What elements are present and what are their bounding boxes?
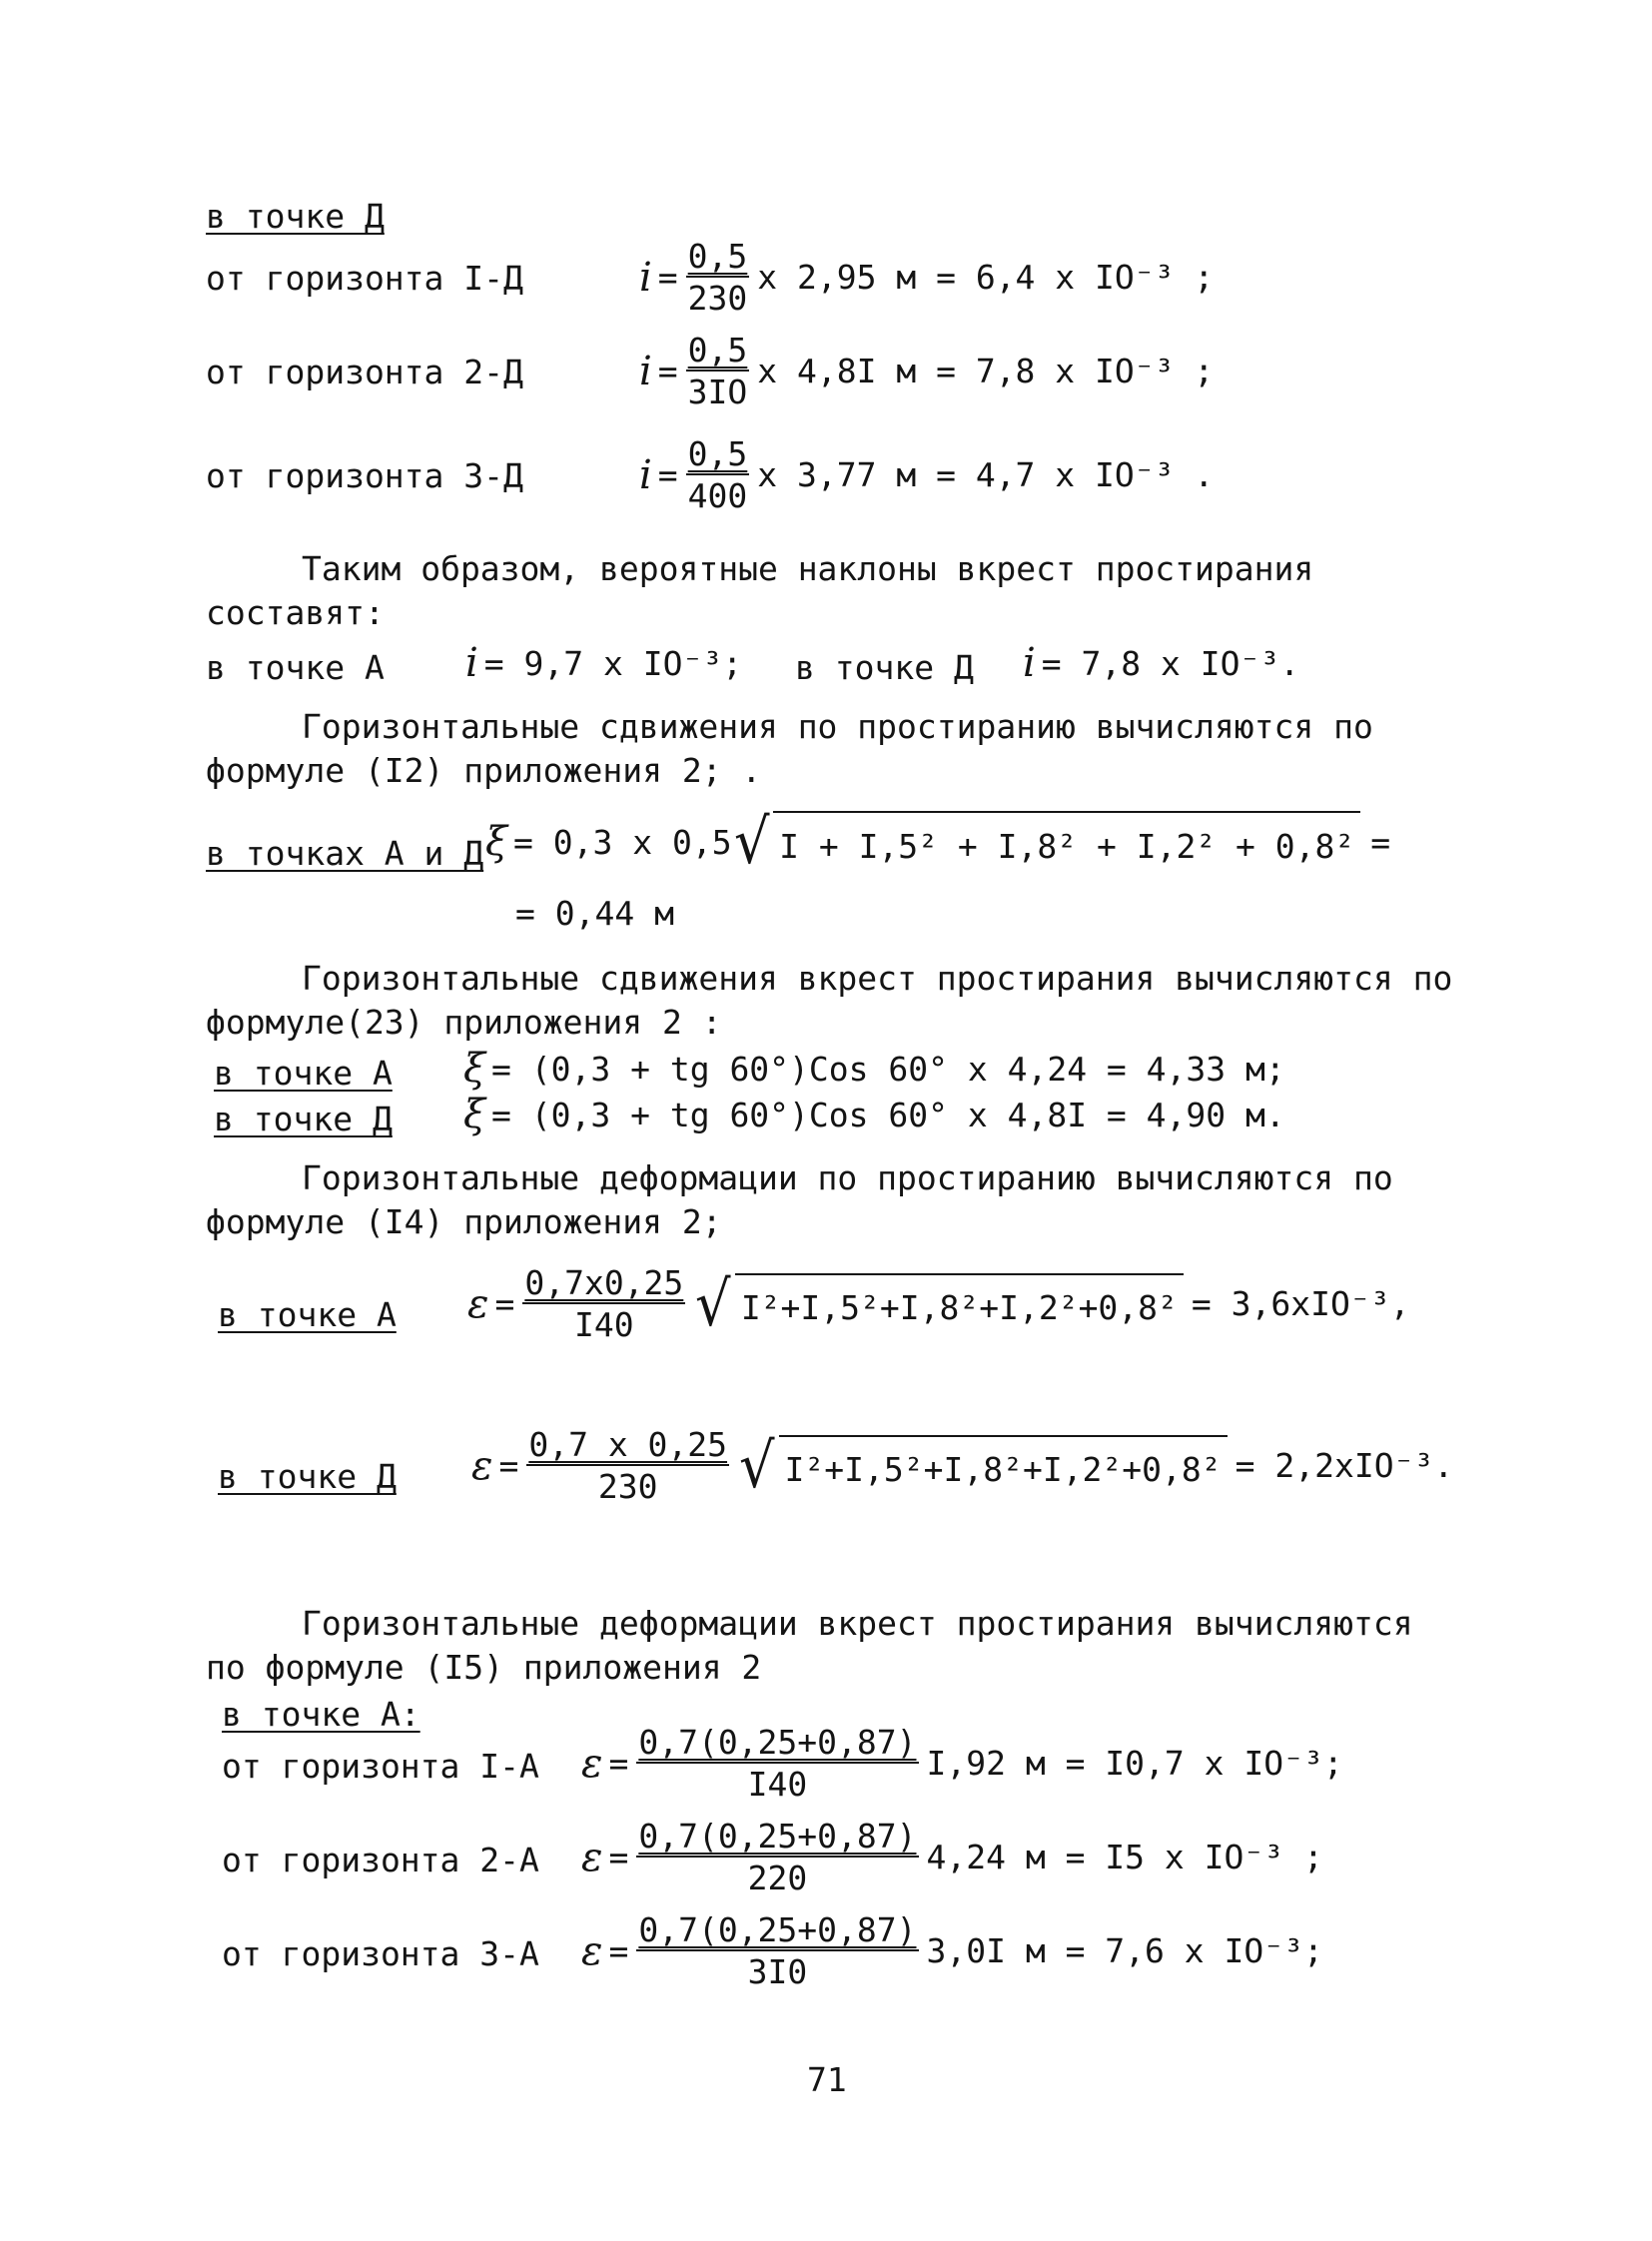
numerator: 0,7(0,25+0,87) xyxy=(638,1817,917,1856)
probable-point-a-value xyxy=(465,640,743,686)
equals-sign: = xyxy=(608,1931,629,1970)
xi-symbol: ξ xyxy=(463,1046,486,1092)
denominator: 3I0 xyxy=(747,1952,808,1991)
shift-cross-d-formula xyxy=(463,1092,1285,1137)
deform-cross-formula-3 xyxy=(581,1910,1323,1991)
numerator: 0,7(0,25+0,87) xyxy=(638,1723,917,1762)
tilt-formula-2 xyxy=(639,331,1215,411)
probable-point-a-label: в точке А xyxy=(206,648,385,687)
square-root xyxy=(737,1428,1228,1502)
tilt-symbol: i xyxy=(1023,640,1036,686)
formula-tail: x 4,8I м = 7,8 x IO⁻³ ; xyxy=(757,352,1215,390)
deform-cross-label-1: от горизонта I-А xyxy=(222,1747,539,1786)
shift-strike-formula xyxy=(485,805,1391,878)
formula-text: = (0,3 + tg 60°)Cos 60° x 4,8I = 4,90 м. xyxy=(491,1095,1285,1134)
fraction xyxy=(636,1723,918,1804)
deform-cross-heading: в точке А: xyxy=(222,1695,420,1734)
deform-cross-formula-1 xyxy=(581,1723,1343,1804)
xi-symbol: ξ xyxy=(485,819,508,865)
epsilon-symbol: ε xyxy=(581,1740,603,1787)
tilt-symbol: i xyxy=(639,451,652,498)
numerator: 0,7(0,25+0,87) xyxy=(638,1910,917,1949)
deform-strike-a-label: в точке А xyxy=(218,1295,397,1334)
page-number: 71 xyxy=(807,2060,847,2099)
radical-sign: √ xyxy=(739,1428,775,1502)
denominator: I40 xyxy=(574,1305,634,1344)
fraction xyxy=(526,1425,729,1506)
fraction xyxy=(686,331,750,411)
tilt-label-2: от горизонта 2-Д xyxy=(206,353,523,391)
numerator: 0,7 x 0,25 xyxy=(528,1425,728,1464)
equals-sign: = xyxy=(657,455,678,494)
fraction xyxy=(686,237,750,318)
value-text: = 9,7 x IO⁻³; xyxy=(483,643,743,683)
numerator: 0,5 xyxy=(687,237,748,276)
tilt-symbol: i xyxy=(639,254,652,301)
denominator: 230 xyxy=(687,279,748,318)
formula-tail: 4,24 м = I5 x IO⁻³ ; xyxy=(926,1838,1323,1876)
equals-sign: = xyxy=(608,1838,629,1876)
formula-result: = 2,2xIO⁻³. xyxy=(1235,1446,1454,1485)
numerator: 0,7x0,25 xyxy=(524,1263,684,1302)
formula-tail: x 3,77 м = 4,7 x IO⁻³ . xyxy=(757,455,1215,494)
fraction xyxy=(522,1263,685,1344)
radical-sign: √ xyxy=(695,1266,731,1340)
equals-sign: = xyxy=(1370,822,1391,862)
tilt-formula-1 xyxy=(639,237,1215,318)
deform-cross-label-2: от горизонта 2-А xyxy=(222,1841,539,1879)
denominator: 400 xyxy=(687,476,748,515)
deform-strike-a-formula xyxy=(467,1263,1410,1344)
shift-cross-d-label: в точке Д xyxy=(214,1100,393,1138)
radicand: I + I,5² + I,8² + I,2² + 0,8² xyxy=(773,811,1360,873)
probable-point-d-value xyxy=(1023,640,1300,686)
equals-sign: = xyxy=(657,352,678,390)
tilt-formula-3 xyxy=(639,434,1215,515)
formula-text: = (0,3 + tg 60°)Cos 60° x 4,24 = 4,33 м; xyxy=(491,1049,1285,1089)
denominator: I40 xyxy=(747,1765,808,1804)
paragraph-deform-strike: Горизонтальные деформации по простиранию вычисляются по формуле (I4) приложения 2; xyxy=(206,1158,1393,1241)
xi-symbol: ξ xyxy=(463,1092,486,1137)
formula-tail: x 2,95 м = 6,4 x IO⁻³ ; xyxy=(757,258,1215,297)
paragraph-deform-cross: Горизонтальные деформации вкрест простирания вычисляются по формуле (I5) приложения 2 xyxy=(206,1604,1413,1687)
numerator: 0,5 xyxy=(687,331,748,370)
tilt-symbol: i xyxy=(465,640,478,686)
paragraph-shift-cross: Горизонтальные сдвижения вкрест простирания вычисляются по формуле(23) приложения 2 : xyxy=(206,959,1453,1042)
deform-cross-formula-2 xyxy=(581,1817,1323,1897)
equals-sign: = xyxy=(498,1446,519,1485)
radicand: I²+I,5²+I,8²+I,2²+0,8² xyxy=(779,1435,1228,1497)
epsilon-symbol: ε xyxy=(581,1927,603,1974)
formula-tail: 3,0I м = 7,6 x IO⁻³; xyxy=(926,1931,1323,1970)
equals-sign: = xyxy=(608,1744,629,1783)
value-text: = 7,8 x IO⁻³. xyxy=(1041,643,1300,683)
formula-prefix: = 0,3 x 0,5 xyxy=(513,822,732,862)
shift-cross-a-formula xyxy=(463,1046,1285,1092)
shift-strike-result: = 0,44 м xyxy=(515,894,674,933)
denominator: 230 xyxy=(597,1467,658,1506)
fraction xyxy=(636,1817,918,1897)
section-heading-point-d: в точке Д xyxy=(206,197,385,236)
deform-strike-d-formula xyxy=(471,1425,1454,1506)
deform-cross-label-3: от горизонта 3-А xyxy=(222,1934,539,1973)
equals-sign: = xyxy=(494,1284,515,1323)
paragraph-shift-strike: Горизонтальные сдвижения по простиранию вычисляются по формуле (I2) приложения 2; . xyxy=(206,707,1373,790)
numerator: 0,5 xyxy=(687,434,748,473)
shift-strike-label: в точках А и Д xyxy=(206,834,484,873)
deform-strike-d-label: в точке Д xyxy=(218,1457,397,1496)
radical-sign: √ xyxy=(733,805,770,878)
fraction xyxy=(636,1910,918,1991)
epsilon-symbol: ε xyxy=(471,1442,493,1489)
equals-sign: = xyxy=(657,258,678,297)
tilt-label-1: от горизонта I-Д xyxy=(206,259,523,298)
probable-point-d-label: в точке Д xyxy=(795,648,974,687)
radicand: I²+I,5²+I,8²+I,2²+0,8² xyxy=(735,1273,1184,1335)
tilt-label-3: от горизонта 3-Д xyxy=(206,456,523,495)
epsilon-symbol: ε xyxy=(467,1280,489,1327)
paragraph-probable-tilts: Таким образом, вероятные наклоны вкрест простирания составят: xyxy=(206,549,1314,632)
denominator: 220 xyxy=(747,1859,808,1897)
formula-result: = 3,6xIO⁻³, xyxy=(1191,1284,1410,1323)
fraction xyxy=(686,434,750,515)
denominator: 3IO xyxy=(687,373,748,411)
epsilon-symbol: ε xyxy=(581,1834,603,1880)
square-root xyxy=(693,1266,1184,1340)
tilt-symbol: i xyxy=(639,348,652,394)
formula-tail: I,92 м = I0,7 x IO⁻³; xyxy=(926,1744,1343,1783)
shift-cross-a-label: в точке А xyxy=(214,1054,393,1093)
square-root xyxy=(732,805,1361,878)
